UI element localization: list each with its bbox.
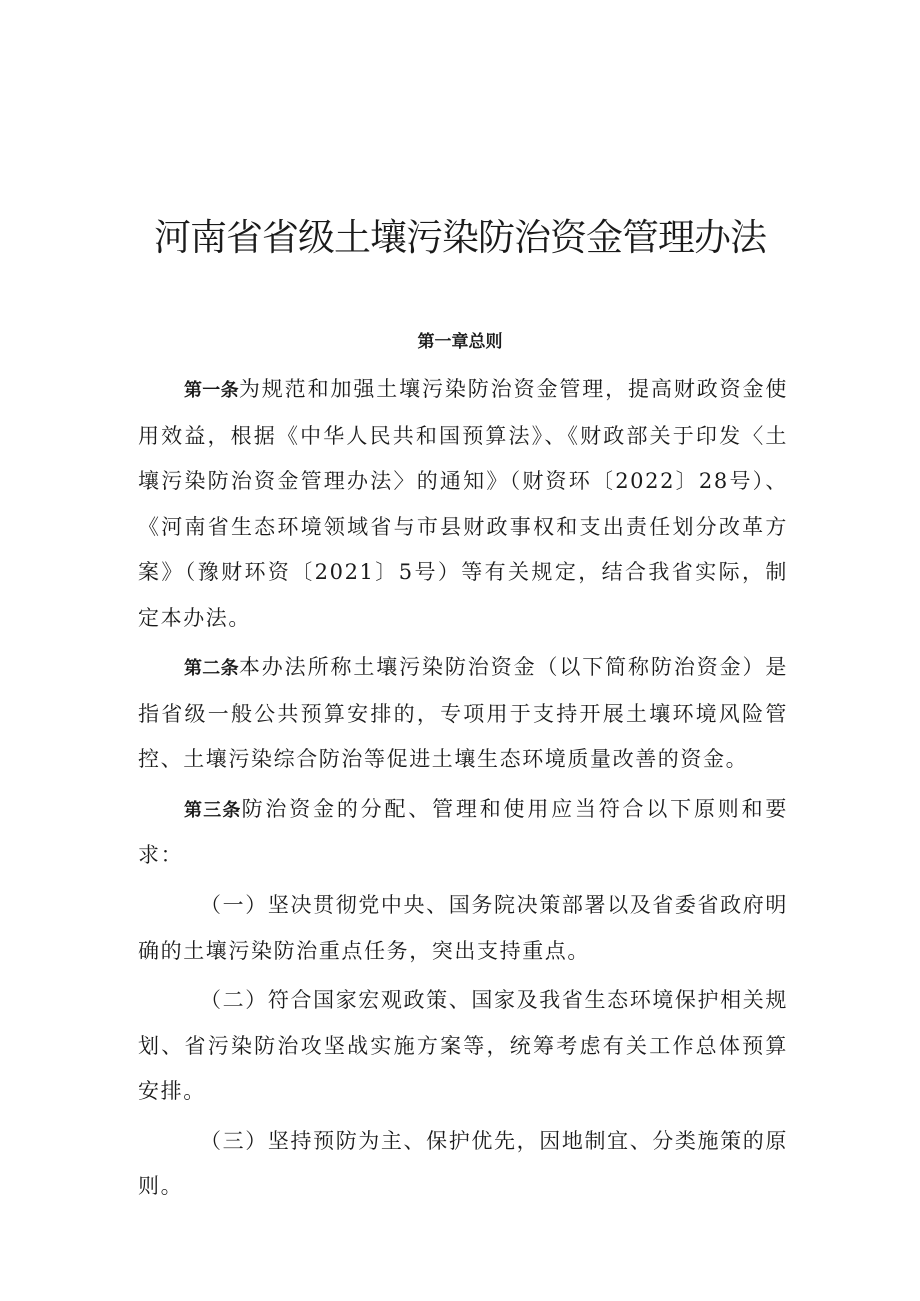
chapter-heading: 第一章总则 <box>417 332 503 352</box>
article-paragraph <box>138 367 788 641</box>
list-item: （三）坚持预防为主、保护优先，因地制宜、分类施策的原则。 <box>138 1128 788 1199</box>
article-text: 防治资金的分配、管理和使用应当符合以下原则和要求： <box>138 796 788 868</box>
article-text: 为规范和加强土壤污染防治资金管理，提高财政资金使用效益，根据《中华人民共和国预算法》、《财政部关于印发〈土壤污染防治资金管理办法〉的通知》（财资环〔2022〕28号）、《河南省生态环境领域省与市县财政事权和支出责任划分改革方案》（豫财环资〔2021〕5号）等有关规定，结合我省实际，制定本办法。 <box>138 377 789 630</box>
article-text: 本办法所称土壤污染防治资金（以下简称防治资金）是指省级一般公共预算安排的，专项用于支持开展土壤环境风险管控、土壤污染综合防治等促进土壤生态环境质量改善的资金。 <box>138 655 789 772</box>
article-label: 第一条 <box>184 380 239 401</box>
list-item: （一）坚决贯彻党中央、国务院决策部署以及省委省政府明确的土壤污染防治重点任务，突出支持重点。 <box>138 893 788 963</box>
article-label: 第二条 <box>184 658 239 680</box>
list-item: （二）符合国家宏观政策、国家及我省生态环境保护相关规划、省污染防治攻坚战实施方案等，统筹考虑有关工作总体预算安排。 <box>138 988 788 1104</box>
document-title: 河南省省级土壤污染防治资金管理办法 <box>154 216 766 259</box>
article-paragraph <box>138 645 788 783</box>
document-body <box>138 367 788 1214</box>
article-paragraph <box>138 787 788 879</box>
article-label: 第三条 <box>184 799 242 821</box>
